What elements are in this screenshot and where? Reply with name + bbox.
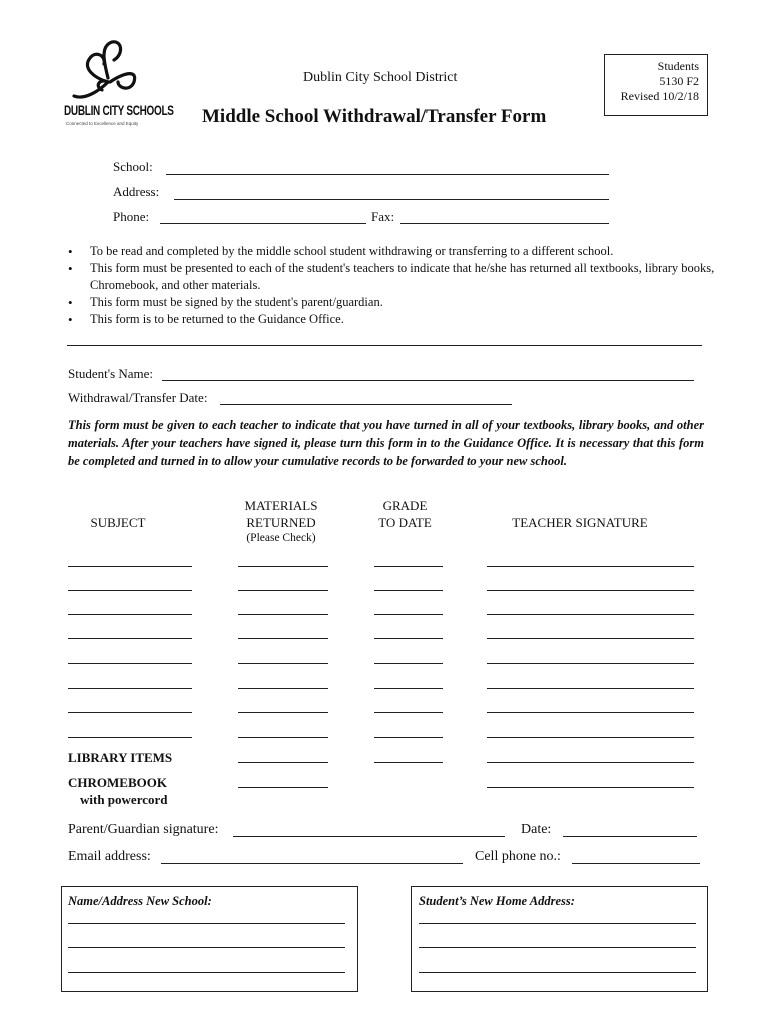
list-item: • This form is to be returned to the Guidance Office. <box>68 311 718 328</box>
date-field[interactable] <box>563 836 697 837</box>
cell-phone-field[interactable] <box>572 863 700 864</box>
subject-field[interactable] <box>68 590 192 591</box>
teacher-signature-field[interactable] <box>487 614 694 615</box>
teacher-signature-field[interactable] <box>487 566 694 567</box>
col-grade-2: TO DATE <box>378 515 432 530</box>
library-items-label: LIBRARY ITEMS <box>68 750 173 765</box>
address-label: Address: <box>113 184 160 199</box>
chromebook-label: CHROMEBOOK <box>68 775 167 790</box>
grade-field[interactable] <box>374 663 443 664</box>
logo-tagline: Connected to Excellence and Equity <box>66 121 139 126</box>
grade-field[interactable] <box>374 712 443 713</box>
parent-signature-field[interactable] <box>233 836 505 837</box>
chromebook-teacher-signature-field[interactable] <box>487 787 694 788</box>
transfer-date-field[interactable] <box>220 404 512 405</box>
new-home-line[interactable] <box>419 923 696 924</box>
grade-field[interactable] <box>374 737 443 738</box>
teacher-signature-field[interactable] <box>487 737 694 738</box>
teacher-signature-field[interactable] <box>487 638 694 639</box>
phone-label: Phone: <box>113 209 150 224</box>
new-home-address-box <box>411 886 708 992</box>
policy-box <box>604 54 708 116</box>
materials-field[interactable] <box>238 590 328 591</box>
divider <box>67 345 702 346</box>
policy-category: Students <box>657 59 699 73</box>
parent-signature-label: Parent/Guardian signature: <box>68 822 219 837</box>
grade-field[interactable] <box>374 566 443 567</box>
phone-field[interactable] <box>160 223 366 224</box>
chromebook-materials-field[interactable] <box>238 787 328 788</box>
subject-field[interactable] <box>68 614 192 615</box>
list-item: • To be read and completed by the middle school student withdrawing or transferring to a different school. <box>68 243 718 260</box>
library-grade-field[interactable] <box>374 762 443 763</box>
new-school-label: Name/Address New School: <box>68 894 212 908</box>
shamrock-logo-icon <box>64 38 154 108</box>
cell-phone-label: Cell phone no.: <box>475 849 561 864</box>
teacher-signature-field[interactable] <box>487 590 694 591</box>
new-school-line[interactable] <box>68 923 345 924</box>
fax-field[interactable] <box>400 223 609 224</box>
school-field[interactable] <box>166 174 609 175</box>
list-item: • This form must be signed by the student's parent/guardian. <box>68 294 718 311</box>
col-subject: SUBJECT <box>90 515 146 530</box>
new-school-line[interactable] <box>68 947 345 948</box>
email-label: Email address: <box>68 849 151 864</box>
teacher-signature-field[interactable] <box>487 688 694 689</box>
col-materials-1: MATERIALS <box>244 498 318 513</box>
materials-field[interactable] <box>238 712 328 713</box>
subject-field[interactable] <box>68 688 192 689</box>
subject-field[interactable] <box>68 663 192 664</box>
instructions-list <box>68 243 718 328</box>
subject-field[interactable] <box>68 566 192 567</box>
grade-field[interactable] <box>374 638 443 639</box>
materials-field[interactable] <box>238 663 328 664</box>
col-materials-note: (Please Check) <box>246 532 316 544</box>
materials-field[interactable] <box>238 688 328 689</box>
col-materials-2: RETURNED <box>246 515 316 530</box>
col-grade-1: GRADE <box>382 498 428 513</box>
teacher-instructions: This form must be given to each teacher to indicate that you have turned in all of your textbooks, library books, and other materials. After your teachers have signed it, please turn this form in to the Guidance Office. It is necessary that this form be completed and turned in to allow your cumulative records to be forwarded to your new school. <box>68 418 704 468</box>
address-field[interactable] <box>174 199 609 200</box>
materials-field[interactable] <box>238 737 328 738</box>
grade-field[interactable] <box>374 688 443 689</box>
new-home-line[interactable] <box>419 947 696 948</box>
materials-field[interactable] <box>238 614 328 615</box>
materials-field[interactable] <box>238 566 328 567</box>
list-item: • This form must be presented to each of the student's teachers to indicate that he/she has returned all textbooks, library books, Chromebook, and other materials. <box>68 260 718 294</box>
fax-label: Fax: <box>371 209 395 224</box>
grade-field[interactable] <box>374 590 443 591</box>
policy-number: 5130 F2 <box>659 74 699 88</box>
page-title: Middle School Withdrawal/Transfer Form <box>202 106 547 127</box>
col-teacher: TEACHER SIGNATURE <box>512 515 648 530</box>
grade-field[interactable] <box>374 614 443 615</box>
new-school-box <box>61 886 358 992</box>
subject-field[interactable] <box>68 712 192 713</box>
new-home-line[interactable] <box>419 972 696 973</box>
email-field[interactable] <box>161 863 463 864</box>
chromebook-sublabel: with powercord <box>80 792 168 807</box>
student-name-field[interactable] <box>162 380 694 381</box>
subject-field[interactable] <box>68 737 192 738</box>
library-materials-field[interactable] <box>238 762 328 763</box>
policy-revised: Revised 10/2/18 <box>620 89 699 103</box>
new-school-line[interactable] <box>68 972 345 973</box>
district-logo <box>64 38 174 130</box>
logo-wordmark: DUBLIN CITY SCHOOLS <box>64 104 174 119</box>
new-home-address-label: Student’s New Home Address: <box>419 894 575 908</box>
date-label: Date: <box>521 822 552 837</box>
teacher-signature-field[interactable] <box>487 663 694 664</box>
library-teacher-signature-field[interactable] <box>487 762 694 763</box>
materials-field[interactable] <box>238 638 328 639</box>
subject-field[interactable] <box>68 638 192 639</box>
transfer-date-label: Withdrawal/Transfer Date: <box>68 390 208 405</box>
district-name: Dublin City School District <box>303 70 458 85</box>
school-label: School: <box>113 159 153 174</box>
teacher-signature-field[interactable] <box>487 712 694 713</box>
student-name-label: Student's Name: <box>68 366 154 381</box>
